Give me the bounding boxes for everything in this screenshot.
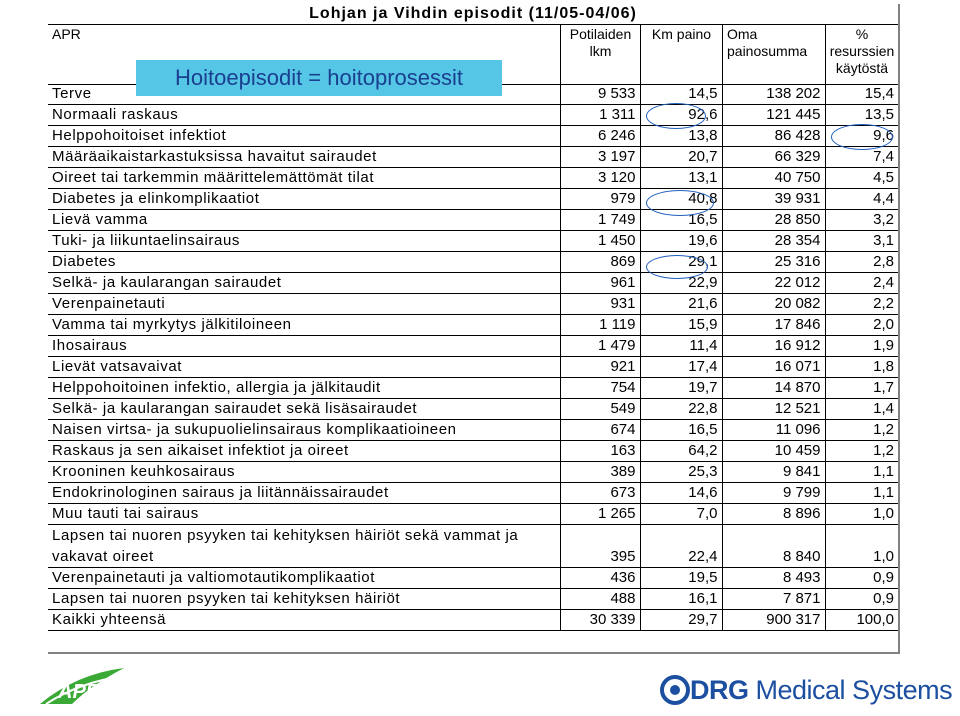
row-resource-pct: 1,1 (825, 483, 898, 504)
row-weight-sum: 25 316 (722, 252, 825, 273)
row-resource-pct: 2,0 (825, 315, 898, 336)
row-weight-sum: 8 493 (722, 568, 825, 589)
row-weight-sum: 12 521 (722, 399, 825, 420)
row-weight-sum: 40 750 (722, 168, 825, 189)
table-row (48, 126, 898, 147)
row-name: Raskaus ja sen aikaiset infektiot ja oireet (48, 441, 560, 462)
row-name: Verenpainetauti ja valtiomotautikomplikaatiot (48, 568, 560, 589)
row-resource-pct: 1,2 (825, 420, 898, 441)
row-avg-weight: 29,1 (640, 252, 722, 273)
table-row (48, 315, 898, 336)
row-patient-count: 9 533 (560, 84, 640, 105)
row-resource-pct: 4,5 (825, 168, 898, 189)
row-resource-pct: 9,6 (825, 126, 898, 147)
row-avg-weight: 19,7 (640, 378, 722, 399)
header-weight-sum: Oma painosumma (722, 24, 825, 84)
row-resource-pct: 2,8 (825, 252, 898, 273)
row-weight-sum: 10 459 (722, 441, 825, 462)
row-patient-count: 674 (560, 420, 640, 441)
drg-logo (660, 670, 952, 710)
row-name: Diabetes ja elinkomplikaatiot (48, 189, 560, 210)
row-weight-sum: 7 871 (722, 589, 825, 610)
row-resource-pct: 0,9 (825, 568, 898, 589)
row-patient-count: 869 (560, 252, 640, 273)
row-weight-sum: 8 840 (722, 525, 825, 568)
row-avg-weight: 21,6 (640, 294, 722, 315)
row-weight-sum: 121 445 (722, 105, 825, 126)
table-row (48, 483, 898, 504)
table-row (48, 189, 898, 210)
row-weight-sum: 8 896 (722, 504, 825, 525)
table-row (48, 147, 898, 168)
row-weight-sum: 11 096 (722, 420, 825, 441)
row-resource-pct: 1,9 (825, 336, 898, 357)
table-row (48, 168, 898, 189)
row-name: Verenpainetauti (48, 294, 560, 315)
table-row (48, 525, 898, 568)
header-resource-pct: % resurssien käytöstä (825, 24, 898, 84)
row-name: Diabetes (48, 252, 560, 273)
row-patient-count: 6 246 (560, 126, 640, 147)
episode-table-sheet (48, 4, 900, 654)
row-resource-pct: 4,4 (825, 189, 898, 210)
row-weight-sum: 900 317 (722, 610, 825, 631)
row-patient-count: 3 120 (560, 168, 640, 189)
row-name: Selkä- ja kaularangan sairaudet (48, 273, 560, 294)
header-apr: APR (52, 26, 81, 42)
row-patient-count: 549 (560, 399, 640, 420)
row-resource-pct: 1,0 (825, 504, 898, 525)
row-avg-weight: 14,5 (640, 84, 722, 105)
row-resource-pct: 7,4 (825, 147, 898, 168)
row-patient-count: 1 265 (560, 504, 640, 525)
row-name: Normaali raskaus (48, 105, 560, 126)
row-weight-sum: 22 012 (722, 273, 825, 294)
row-avg-weight: 16,5 (640, 210, 722, 231)
table-row (48, 441, 898, 462)
row-resource-pct: 2,4 (825, 273, 898, 294)
header-patient-count: Potilaiden lkm (560, 24, 640, 84)
row-patient-count: 1 311 (560, 105, 640, 126)
table-row (48, 84, 898, 105)
row-name: Muu tauti tai sairaus (48, 504, 560, 525)
row-patient-count: 1 450 (560, 231, 640, 252)
table-title: Lohjan ja Vihdin episodit (11/05-04/06) (48, 4, 898, 25)
row-avg-weight: 25,3 (640, 462, 722, 483)
row-name: Vamma tai myrkytys jälkitiloineen (48, 315, 560, 336)
row-weight-sum: 138 202 (722, 84, 825, 105)
drg-company-name: Medical Systems (755, 674, 953, 705)
row-name: Oireet tai tarkemmin määrittelemättömät tilat (48, 168, 560, 189)
row-patient-count: 3 197 (560, 147, 640, 168)
row-patient-count: 979 (560, 189, 640, 210)
table-row (48, 378, 898, 399)
row-resource-pct: 100,0 (825, 610, 898, 631)
row-name: Tuki- ja liikuntaelinsairaus (48, 231, 560, 252)
table-row (48, 252, 898, 273)
row-resource-pct: 0,9 (825, 589, 898, 610)
row-avg-weight: 64,2 (640, 441, 722, 462)
row-patient-count: 1 749 (560, 210, 640, 231)
row-avg-weight: 15,9 (640, 315, 722, 336)
row-patient-count: 1 119 (560, 315, 640, 336)
row-patient-count: 488 (560, 589, 640, 610)
row-patient-count: 30 339 (560, 610, 640, 631)
row-name: Lapsen tai nuoren psyyken tai kehityksen häiriöt sekä vammat ja vakavat oireet (48, 525, 560, 568)
row-resource-pct: 15,4 (825, 84, 898, 105)
row-resource-pct: 3,1 (825, 231, 898, 252)
table-row (48, 231, 898, 252)
row-name: Endokrinologinen sairaus ja liitännäissairaudet (48, 483, 560, 504)
row-weight-sum: 86 428 (722, 126, 825, 147)
table-row (48, 294, 898, 315)
row-name: Helppohoitoinen infektio, allergia ja jälkitaudit (48, 378, 560, 399)
drg-emblem-icon (660, 675, 690, 705)
row-resource-pct: 1,8 (825, 357, 898, 378)
row-avg-weight: 7,0 (640, 504, 722, 525)
row-weight-sum: 28 850 (722, 210, 825, 231)
row-avg-weight: 17,4 (640, 357, 722, 378)
table-row (48, 399, 898, 420)
highlight-box: Hoitoepisodit = hoitoprosessit (136, 60, 502, 96)
row-patient-count: 1 479 (560, 336, 640, 357)
row-weight-sum: 17 846 (722, 315, 825, 336)
row-avg-weight: 92,6 (640, 105, 722, 126)
row-name: Lievät vatsavaivat (48, 357, 560, 378)
row-avg-weight: 16,5 (640, 420, 722, 441)
row-avg-weight: 22,9 (640, 273, 722, 294)
row-patient-count: 961 (560, 273, 640, 294)
row-avg-weight: 16,1 (640, 589, 722, 610)
row-name: Krooninen keuhkosairaus (48, 462, 560, 483)
row-avg-weight: 11,4 (640, 336, 722, 357)
table-row (48, 568, 898, 589)
row-avg-weight: 19,5 (640, 568, 722, 589)
row-weight-sum: 9 841 (722, 462, 825, 483)
apr-logo (36, 664, 128, 708)
row-avg-weight: 13,1 (640, 168, 722, 189)
row-patient-count: 436 (560, 568, 640, 589)
row-resource-pct: 1,4 (825, 399, 898, 420)
table-row (48, 589, 898, 610)
row-name: Määräaikaistarkastuksissa havaitut sairaudet (48, 147, 560, 168)
episode-rows (48, 84, 898, 631)
row-resource-pct: 3,2 (825, 210, 898, 231)
row-avg-weight: 14,6 (640, 483, 722, 504)
row-name: Naisen virtsa- ja sukupuolielinsairaus komplikaatioineen (48, 420, 560, 441)
row-resource-pct: 1,1 (825, 462, 898, 483)
row-name: Lapsen tai nuoren psyyken tai kehityksen häiriöt (48, 589, 560, 610)
row-name: Kaikki yhteensä (48, 610, 560, 631)
table-row (48, 357, 898, 378)
table-row (48, 210, 898, 231)
row-avg-weight: 29,7 (640, 610, 722, 631)
table-row (48, 462, 898, 483)
row-patient-count: 673 (560, 483, 640, 504)
row-patient-count: 754 (560, 378, 640, 399)
row-name: Helppohoitoiset infektiot (48, 126, 560, 147)
row-weight-sum: 14 870 (722, 378, 825, 399)
row-avg-weight: 13,8 (640, 126, 722, 147)
table-row (48, 504, 898, 525)
apr-logo-graphic (36, 664, 128, 708)
row-resource-pct: 1,0 (825, 525, 898, 568)
row-avg-weight: 19,6 (640, 231, 722, 252)
row-resource-pct: 13,5 (825, 105, 898, 126)
row-patient-count: 389 (560, 462, 640, 483)
table-row (48, 420, 898, 441)
row-name: Ihosairaus (48, 336, 560, 357)
row-weight-sum: 20 082 (722, 294, 825, 315)
row-resource-pct: 2,2 (825, 294, 898, 315)
row-resource-pct: 1,7 (825, 378, 898, 399)
row-name: Terve (48, 84, 560, 105)
table-row (48, 105, 898, 126)
row-weight-sum: 28 354 (722, 231, 825, 252)
table-row (48, 273, 898, 294)
row-resource-pct: 1,2 (825, 441, 898, 462)
row-weight-sum: 39 931 (722, 189, 825, 210)
apr-logo-text: APR (58, 681, 101, 703)
row-patient-count: 395 (560, 525, 640, 568)
row-weight-sum: 16 912 (722, 336, 825, 357)
row-avg-weight: 22,4 (640, 525, 722, 568)
row-weight-sum: 16 071 (722, 357, 825, 378)
row-patient-count: 163 (560, 441, 640, 462)
row-name: Selkä- ja kaularangan sairaudet sekä lisäsairaudet (48, 399, 560, 420)
row-avg-weight: 40,8 (640, 189, 722, 210)
table-row (48, 336, 898, 357)
drg-brand: DRG (690, 674, 749, 705)
row-avg-weight: 20,7 (640, 147, 722, 168)
row-patient-count: 921 (560, 357, 640, 378)
row-name: Lievä vamma (48, 210, 560, 231)
row-weight-sum: 66 329 (722, 147, 825, 168)
header-avg-weight: Km paino (640, 24, 722, 84)
row-patient-count: 931 (560, 294, 640, 315)
table-header (48, 24, 898, 90)
drg-logo-text (690, 675, 952, 706)
row-avg-weight: 22,8 (640, 399, 722, 420)
row-weight-sum: 9 799 (722, 483, 825, 504)
table-row (48, 610, 898, 631)
